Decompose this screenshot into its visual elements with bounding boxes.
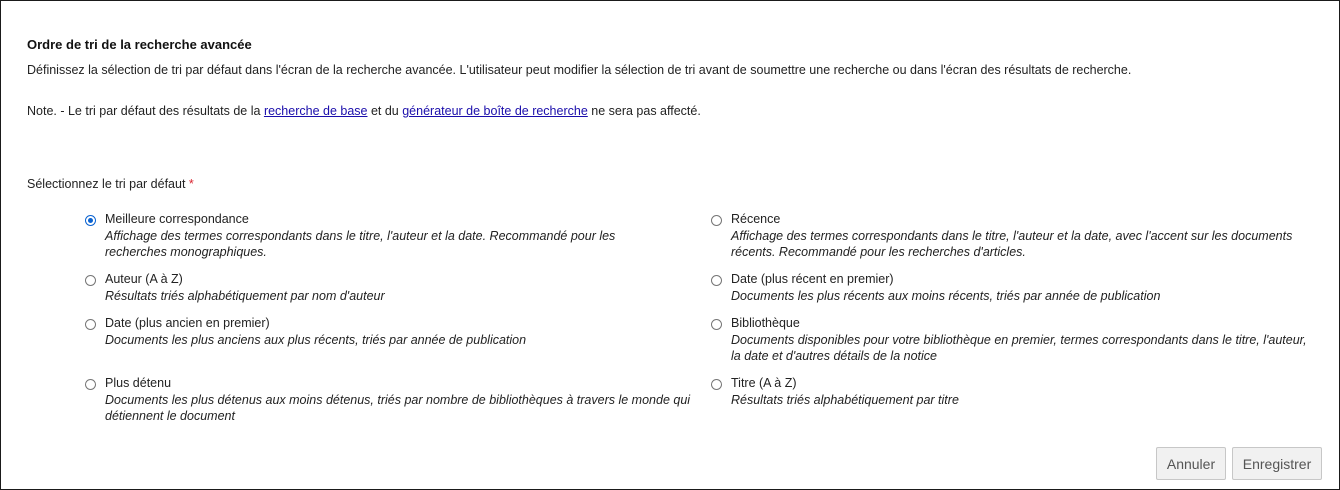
option-description: Documents les plus détenus aux moins détenus, triés par nombre de bibliothèques à travers le monde qui détiennent le document — [105, 393, 691, 423]
radio-date-newest[interactable] — [711, 275, 722, 286]
option-label: Meilleure correspondance — [105, 212, 249, 226]
default-sort-label — [27, 177, 194, 191]
option-description: Affichage des termes correspondants dans le titre, l'auteur et la date, avec l'accent sur les documents récents. Recommandé pour les recherches d'articles. — [731, 229, 1293, 259]
option-description: Résultats triés alphabétiquement par titre — [731, 393, 959, 407]
note-text — [27, 104, 701, 118]
option-label: Plus détenu — [105, 376, 172, 390]
cancel-button[interactable]: Annuler — [1156, 447, 1226, 480]
radio-title-az[interactable] — [711, 379, 722, 390]
option-description: Documents disponibles pour votre bibliothèque en premier, termes correspondants dans le titre, l'auteur, la date et d'autres détails de la notice — [731, 333, 1307, 363]
option-label: Auteur (A à Z) — [105, 272, 183, 286]
note-middle: et du — [367, 104, 403, 118]
option-label: Bibliothèque — [731, 316, 800, 330]
note-suffix: ne sera pas affecté. — [587, 104, 701, 118]
option-description: Documents les plus anciens aux plus récents, triés par année de publication — [105, 333, 527, 347]
radio-date-oldest[interactable] — [85, 319, 96, 330]
option-label: Date (plus récent en premier) — [731, 272, 894, 286]
note-prefix: Note. - Le tri par défaut des résultats de la — [27, 104, 264, 118]
dialog-description: Définissez la sélection de tri par défaut dans l'écran de la recherche avancée. L'utilisateur peut modifier la sélection de tri avant de soumettre une recherche ou dans l'écran des résultats de recherche. — [27, 63, 1132, 77]
option-description: Documents les plus récents aux moins récents, triés par année de publication — [731, 289, 1161, 303]
save-button[interactable]: Enregistrer — [1232, 447, 1322, 480]
default-sort-label-text: Sélectionnez le tri par défaut — [27, 177, 186, 191]
radio-most-held[interactable] — [85, 379, 96, 390]
radio-author-az[interactable] — [85, 275, 96, 286]
basic-search-link[interactable]: recherche de base — [263, 104, 368, 118]
option-description: Résultats triés alphabétiquement par nom d'auteur — [105, 289, 385, 303]
option-label: Récence — [731, 212, 781, 226]
option-label: Date (plus ancien en premier) — [105, 316, 270, 330]
radio-library[interactable] — [711, 319, 722, 330]
dialog-title: Ordre de tri de la recherche avancée — [27, 37, 252, 52]
radio-best-match[interactable] — [85, 215, 96, 226]
option-description: Affichage des termes correspondants dans le titre, l'auteur et la date. Recommandé pour les recherches monographiques. — [105, 229, 616, 259]
required-marker: * — [188, 177, 194, 191]
search-box-generator-link[interactable]: générateur de boîte de recherche — [402, 104, 588, 118]
option-label: Titre (A à Z) — [731, 376, 797, 390]
radio-recency[interactable] — [711, 215, 722, 226]
